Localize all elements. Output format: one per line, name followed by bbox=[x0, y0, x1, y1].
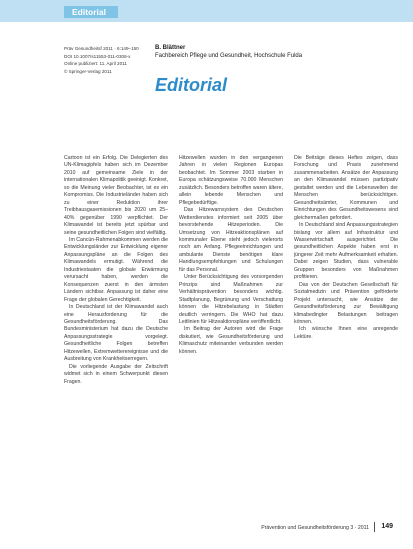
author-affiliation: Fachbereich Pflege und Gesundheit, Hochschule Fulda bbox=[155, 53, 303, 59]
paragraph: In Deutschland sind Anpassungsstrategien bislang vor allem auf Infrastruktur und Wasserwirtschaft ausgerichtet. Die gesundheitlichen Aspekte haben erst in jüngerer Zeit mehr Aufmerksamkeit erhalten. Dabei zeigen Studien, dass vulnerable Gruppen besonders von Maßnahmen profitieren. bbox=[294, 222, 398, 281]
paragraph: Im Beitrag der Autoren wird die Frage diskutiert, wie Gesundheitsförderung und Klimaschutz miteinander verbunden werden können. bbox=[179, 326, 283, 355]
meta-line: DOI 10.1007/s11553-011-0306-x bbox=[64, 53, 131, 59]
header-bar bbox=[0, 0, 413, 22]
paragraph: Unter Berücksichtigung des vorsorgenden Prinzips sind Maßnahmen zur Verhältnisprävention besonders wichtig. Stadtplanung, Begrünung und Verschattung können die Hitzebelastung in Städten deutlich verringern. Die WHO hat dazu Leitlinien für Hitzeaktionspläne veröffentlicht. bbox=[179, 274, 283, 325]
page-number: 149 bbox=[381, 523, 393, 530]
text-column-3 bbox=[294, 155, 398, 505]
paragraph: Die vorliegende Ausgabe der Zeitschrift widmet sich in einem Schwerpunkt diesen Fragen. bbox=[64, 363, 168, 385]
article-meta bbox=[64, 45, 144, 75]
paragraph: Die Beiträge dieses Heftes zeigen, dass Forschung und Praxis zunehmend zusammenarbeiten. Ansätze der Anpassung an den Klimawandel müssen partizipativ gestaltet werden und die Lebenswelten der Menschen berücksichtigen. Gesundheitsämter, Kommunen und Einrichtungen des Gesundheitswesens sind gleichermaßen gefordert. bbox=[294, 155, 398, 221]
meta-line: Online publiziert: 11. April 2011 bbox=[64, 61, 127, 67]
paragraph: Das von der Deutschen Gesellschaft für Sozialmedizin und Prävention geförderte Projekt untersucht, wie Ansätze der Gesundheitsförderung zur Bewältigung klimabedingter Belastungen beitragen können. bbox=[294, 281, 398, 325]
page-footer bbox=[0, 522, 413, 540]
author-name: B. Blättner bbox=[155, 45, 186, 51]
paragraph: Das Hitzewarnsystem des Deutschen Wetterdienstes informiert seit 2005 über bevorstehende Hitzeperioden. Die Umsetzung von Hitzeaktionsplänen auf kommunaler Ebene steht jedoch vielerorts noch am Anfang. Pflegeeinrichtungen und ambulante Dienste benötigen klare Handlungsempfehlungen und Schulungen für das Personal. bbox=[179, 207, 283, 273]
article-title: Editorial bbox=[155, 75, 228, 95]
paragraph: Hitzewellen wurden in den vergangenen Jahren in vielen Regionen Europas beobachtet. Im Sommer 2003 starben in Europa schätzungsweise 70.000 Menschen zusätzlich. Besonders betroffen waren ältere, allein lebende Menschen und Pflegebedürftige. bbox=[179, 155, 283, 206]
text-column-1 bbox=[64, 155, 168, 505]
paragraph: Cartoon ist ein Erfolg. Die Delegierten des UN-Klimagipfels haben sich im Dezember 2010 auf gemeinsame Ziele in der internationalen Klimapolitik geeinigt. Konkret, so die Meinung vieler Beobachter, ist es ein Kompromiss. Die Industrieländer haben sich zu einer Reduktion ihrer Treibhausgasemissionen bis 2020 um 25–40% gegenüber 1990 verpflichtet. Der Klimawandel ist bereits jetzt spürbar und seine gesundheitlichen Folgen sind vielfältig. bbox=[64, 155, 168, 236]
paragraph: In Deutschland ist der Klimawandel auch eine Herausforderung für die Gesundheitsförderung. Das Bundesministerium hat dazu die Deutsche Anpassungsstrategie vorgelegt. Gesundheitliche Folgen betreffen Hitzewellen, Extremwetterereignisse und die Ausbreitung von Krankheitserregern. bbox=[64, 304, 168, 363]
body-columns bbox=[64, 155, 398, 505]
paragraph: Ich wünsche Ihnen eine anregende Lektüre. bbox=[294, 326, 398, 340]
journal-citation: Prävention und Gesundheitsförderung 3 · 2011 bbox=[261, 525, 369, 531]
paragraph: Im Cancún-Rahmenabkommen werden die Entwicklungsländer zur Entwicklung eigener Anpassungspläne an die Folgen des Klimawandels ermutigt. Während die Industriestaaten die globale Erwärmung verursacht haben, werden die Konsequenzen zuerst in den ärmsten Ländern sichtbar. Anpassung ist daher eine Frage der globalen Gerechtigkeit. bbox=[64, 236, 168, 303]
author-block bbox=[155, 44, 385, 60]
section-tab: Editorial bbox=[64, 6, 118, 18]
footer-divider bbox=[374, 522, 375, 532]
meta-line: © Springer-Verlag 2011 bbox=[64, 68, 112, 74]
text-column-2 bbox=[179, 155, 283, 505]
meta-line: Präv Gesundheitsf 2011 · 6:149–150 bbox=[64, 46, 139, 51]
